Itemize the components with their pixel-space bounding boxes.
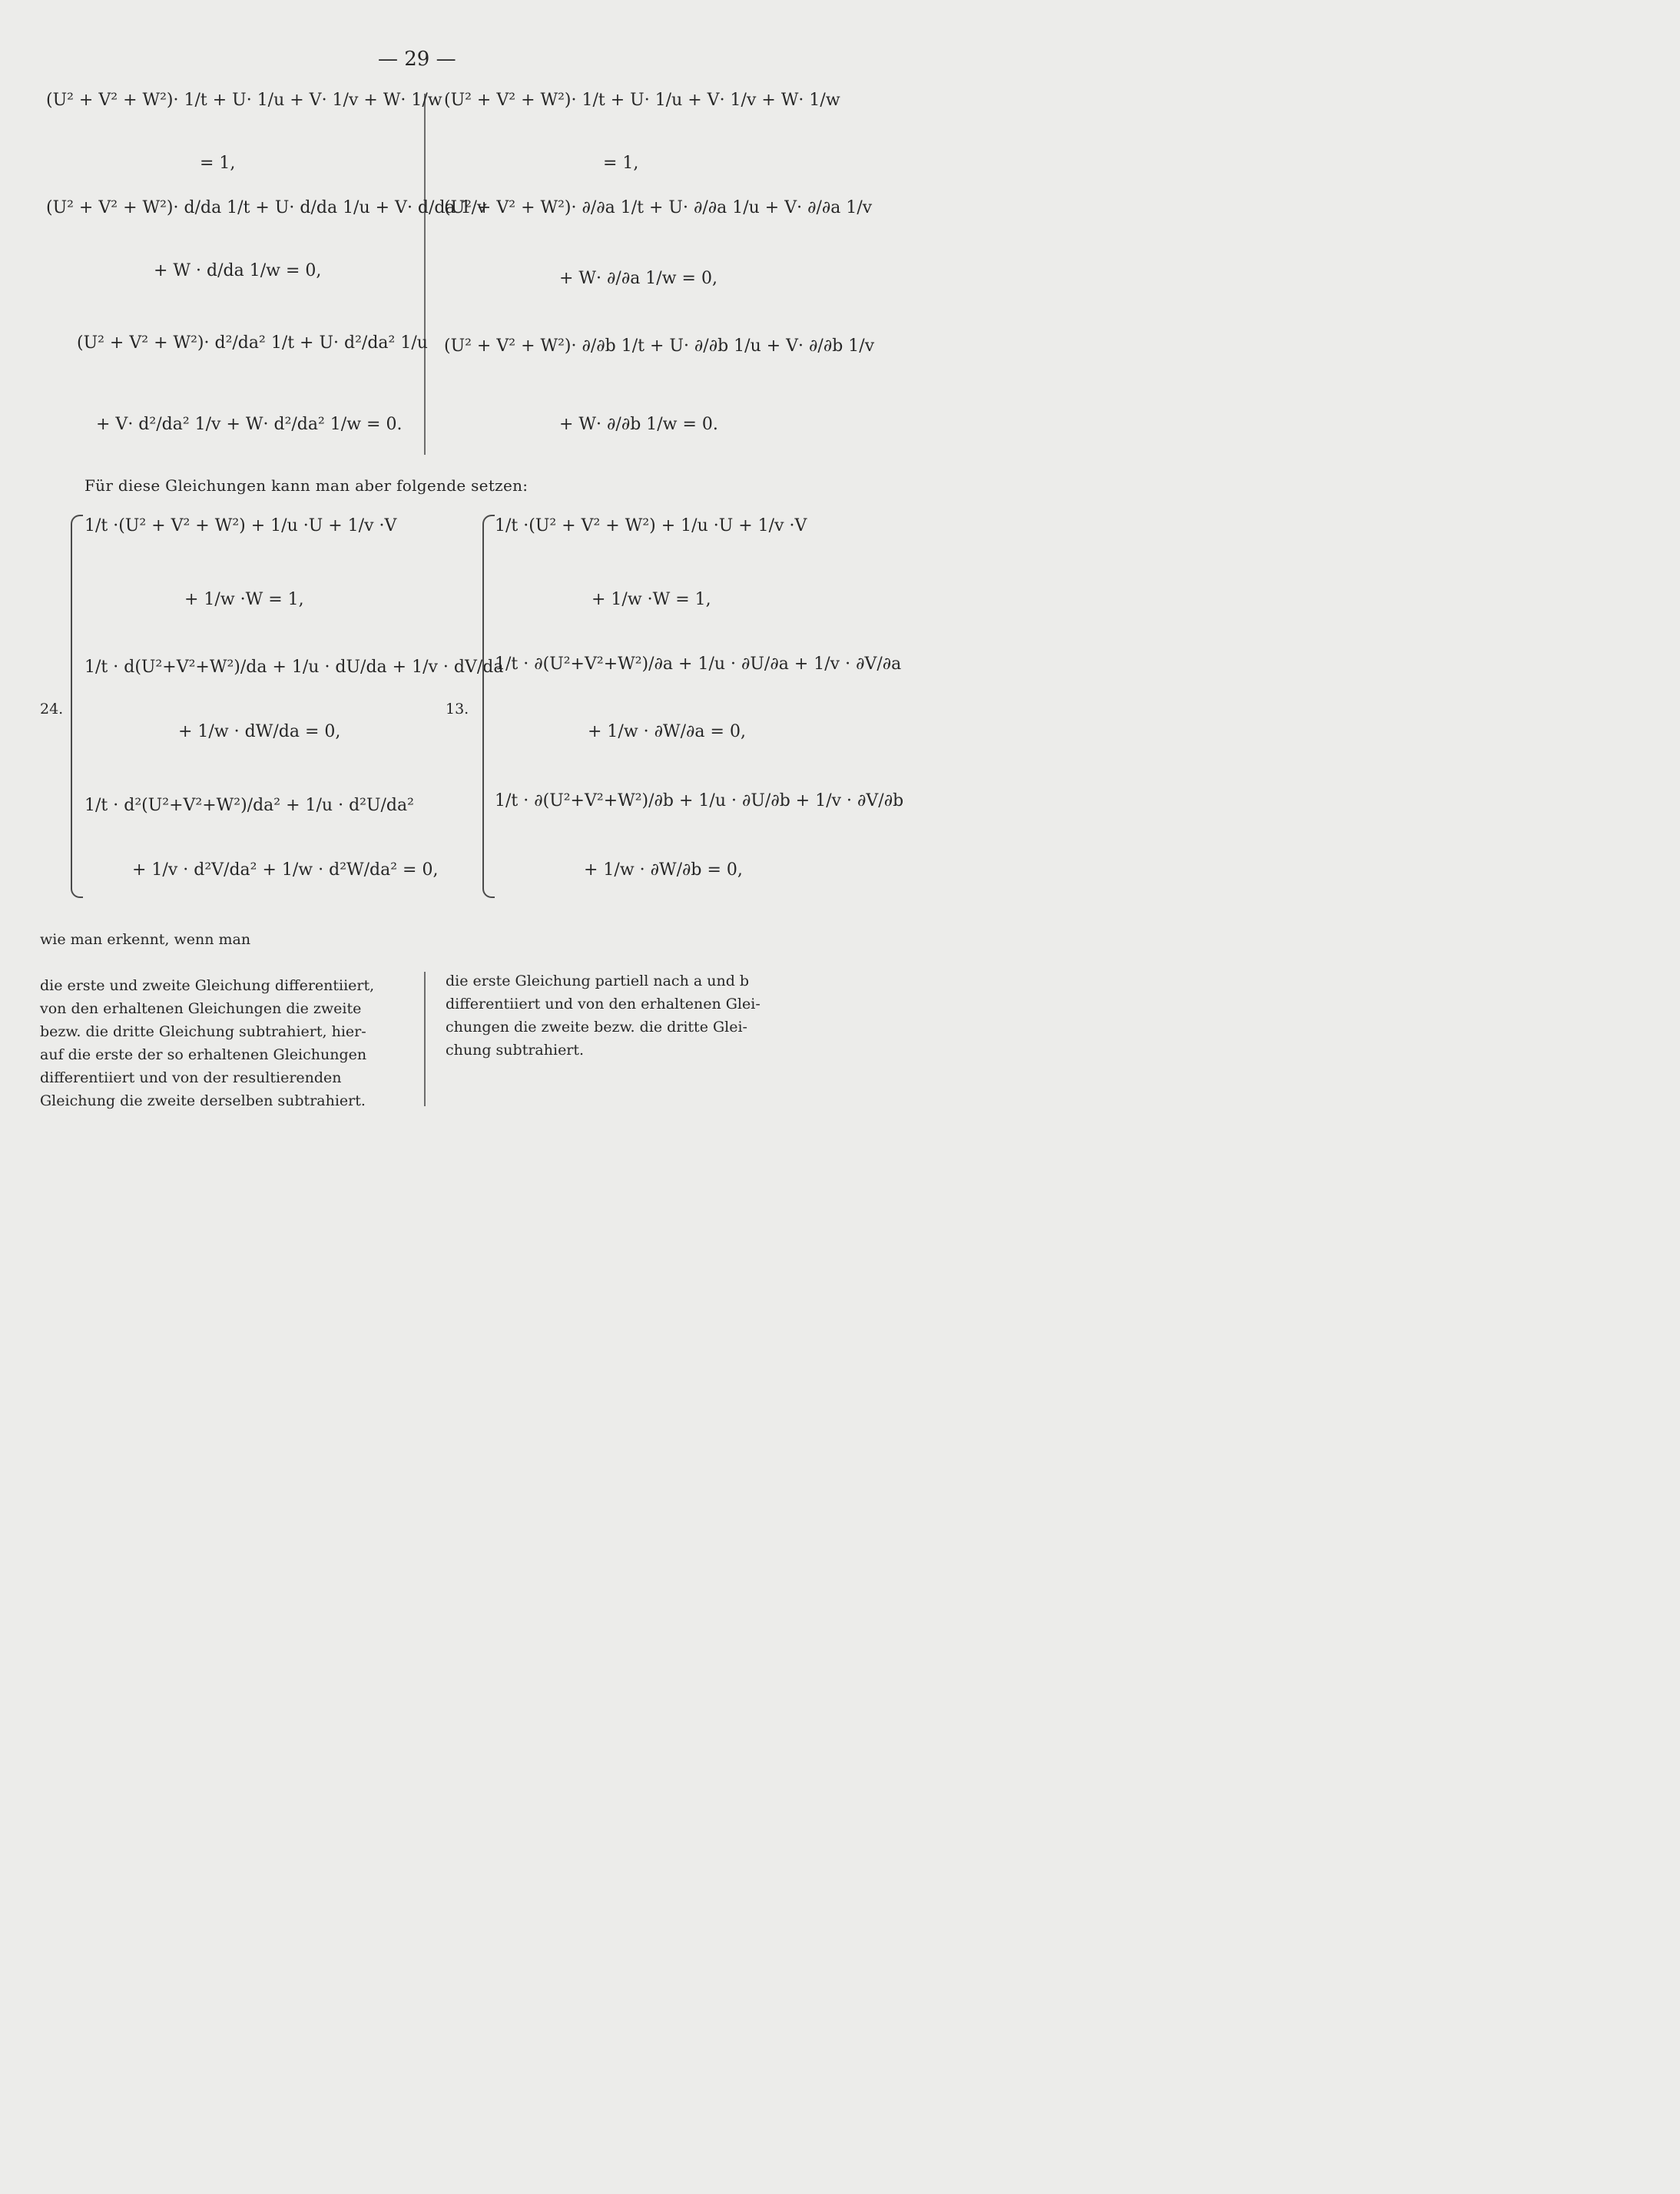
eq13-line-1: 1/t ·(U² + V² + W²) + 1/u ·U + 1/v ·V [495,516,807,535]
left-brace [71,515,83,898]
right-equation-1-rhs: = 1, [603,154,639,173]
right-equation-3-cont: + W· ∂/∂b 1/w = 0. [559,415,718,434]
right-equation-1: (U² + V² + W²)· 1/t + U· 1/u + V· 1/v + W· 1/w [444,91,840,110]
right-brace [482,515,495,898]
right-prose-line-1: die erste Gleichung partiell nach a und b [446,973,750,989]
document-page [0,0,923,1205]
eq13-line-4: + 1/w · ∂W/∂a = 0, [588,722,746,741]
eq13-line-3: 1/t · ∂(U²+V²+W²)/∂a + 1/u · ∂U/∂a + 1/v · ∂V/∂a [495,655,902,674]
left-equation-3-cont: + V· d²/da² 1/v + W· d²/da² 1/w = 0. [96,415,403,434]
left-prose-line-1: die erste und zweite Gleichung differentiiert, [40,977,375,994]
page-number: — 29 — [378,48,456,71]
left-prose-line-6: Gleichung die zweite derselben subtrahiert. [40,1092,366,1109]
left-prose-line-3: bezw. die dritte Gleichung subtrahiert, hier- [40,1023,366,1040]
left-equation-1: (U² + V² + W²)· 1/t + U· 1/u + V· 1/v + W· 1/w [46,91,442,110]
eq24-line-4: + 1/w · dW/da = 0, [178,722,341,741]
right-prose-line-4: chung subtrahiert. [446,1042,585,1059]
wie-text: wie man erkennt, wenn man [40,931,251,948]
column-divider-top [424,94,426,455]
eq13-line-6: + 1/w · ∂W/∂b = 0, [584,860,743,880]
eq24-line-5: 1/t · d²(U²+V²+W²)/da² + 1/u · d²U/da² [84,796,414,815]
left-equation-3: (U² + V² + W²)· d²/da² 1/t + U· d²/da² 1/u [77,333,428,353]
eq13-line-5: 1/t · ∂(U²+V²+W²)/∂b + 1/u · ∂U/∂b + 1/v · ∂V/∂b [495,791,904,810]
right-equation-3: (U² + V² + W²)· ∂/∂b 1/t + U· ∂/∂b 1/u + V· ∂/∂b 1/v [444,336,875,356]
right-equation-2: (U² + V² + W²)· ∂/∂a 1/t + U· ∂/∂a 1/u + V· ∂/∂a 1/v [444,198,873,217]
equation-label-13: 13. [446,701,469,718]
intro-sentence: Für diese Gleichungen kann man aber folgende setzen: [84,476,529,495]
right-equation-2-cont: + W· ∂/∂a 1/w = 0, [559,269,717,288]
eq24-line-1: 1/t ·(U² + V² + W²) + 1/u ·U + 1/v ·V [84,516,397,535]
right-prose-line-3: chungen die zweite bezw. die dritte Glei- [446,1019,747,1036]
left-equation-1-rhs: = 1, [200,154,236,173]
column-divider-bottom [424,972,426,1106]
left-prose-line-2: von den erhaltenen Gleichungen die zweite [40,1000,362,1017]
right-prose [446,969,760,1062]
left-prose-line-5: differentiiert und von der resultierenden [40,1069,342,1086]
eq24-line-3: 1/t · d(U²+V²+W²)/da + 1/u · dU/da + 1/v · dV/da [84,658,504,677]
left-equation-2-cont: + W · d/da 1/w = 0, [154,261,322,280]
eq24-line-6: + 1/v · d²V/da² + 1/w · d²W/da² = 0, [132,860,439,880]
left-equation-2: (U² + V² + W²)· d/da 1/t + U· d/da 1/u + V· d/da 1/v [46,198,487,217]
eq13-line-2: + 1/w ·W = 1, [591,590,711,609]
left-prose [40,974,374,1112]
equation-label-24: 24. [40,701,64,718]
left-prose-line-4: auf die erste der so erhaltenen Gleichungen [40,1046,367,1063]
right-prose-line-2: differentiiert und von den erhaltenen Glei- [446,996,760,1012]
eq24-line-2: + 1/w ·W = 1, [184,590,304,609]
